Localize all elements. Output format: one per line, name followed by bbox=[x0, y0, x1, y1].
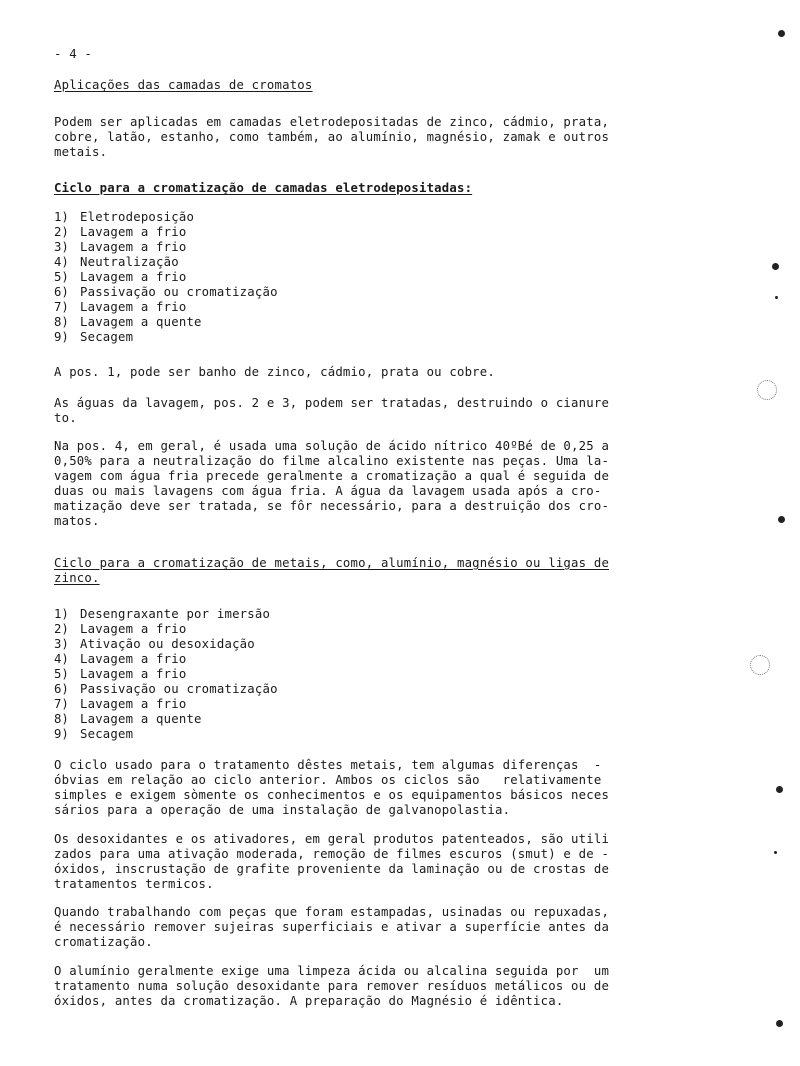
paragraph-line: O alumínio geralmente exige uma limpeza ácida ou alcalina seguida por um bbox=[54, 964, 610, 978]
scan-mark bbox=[778, 30, 785, 37]
page-number: - 4 - bbox=[54, 47, 93, 61]
scan-mark bbox=[774, 851, 777, 854]
paragraph-line: A pos. 1, pode ser banho de zinco, cádmio, prata ou cobre. bbox=[54, 365, 495, 379]
section-heading-electrodeposited-cycle: Ciclo para a cromatização de camadas eletrodepositadas: bbox=[54, 181, 473, 195]
scan-mark bbox=[775, 296, 778, 299]
section-heading-metals-cycle: zinco. bbox=[54, 571, 100, 585]
scan-mark bbox=[776, 786, 783, 793]
paragraph-line: O ciclo usado para o tratamento dêstes metais, tem algumas diferenças - bbox=[54, 758, 602, 772]
paragraph-line: óxidos, inscrustação de grafite proveniente da laminação ou de crostas de bbox=[54, 862, 610, 876]
paragraph-line: Os desoxidantes e os ativadores, em geral produtos patenteados, são utili bbox=[54, 832, 610, 846]
paragraph-line: vagem com água fria precede geralmente a cromatização a qual é seguida de bbox=[54, 469, 610, 483]
scan-mark bbox=[772, 263, 779, 270]
paragraph-line: zados para uma ativação moderada, remoção de filmes escuros (smut) e de - bbox=[54, 847, 610, 861]
paragraph-line: duas ou mais lavagens com água fria. A água da lavagem usada após a cro- bbox=[54, 484, 602, 498]
section-heading-metals-cycle: Ciclo para a cromatização de metais, como, alumínio, magnésio ou ligas de bbox=[54, 556, 610, 570]
section-heading-applications: Aplicações das camadas de cromatos bbox=[54, 78, 313, 92]
paragraph-line: 0,50% para a neutralização do filme alcalino existente nas peças. Uma la- bbox=[54, 454, 610, 468]
paragraph-line: matos. bbox=[54, 514, 100, 528]
paragraph-line: sários para a operação de uma instalação de galvanopolastia. bbox=[54, 803, 511, 817]
paragraph-line: Podem ser aplicadas em camadas eletrodepositadas de zinco, cádmio, prata, bbox=[54, 115, 610, 129]
paragraph-line: Na pos. 4, em geral, é usada uma solução de ácido nítrico 40ºBé de 0,25 a bbox=[54, 439, 610, 453]
paragraph-line: é necessário remover sujeiras superficiais e ativar a superfície antes da bbox=[54, 920, 610, 934]
paragraph-line: óbvias em relação ao ciclo anterior. Ambos os ciclos são relativamente bbox=[54, 773, 602, 787]
paragraph-line: matização deve ser tratada, se fôr necessário, para a destruição dos cro- bbox=[54, 499, 610, 513]
paragraph-line: to. bbox=[54, 411, 77, 425]
paragraph-line: óxidos, antes da cromatização. A preparação do Magnésio é idêntica. bbox=[54, 994, 564, 1008]
paragraph-line: tratamentos termicos. bbox=[54, 877, 214, 891]
paragraph-line: Quando trabalhando com peças que foram estampadas, usinadas ou repuxadas, bbox=[54, 905, 610, 919]
paragraph-line: simples e exigem sòmente os conhecimentos e os equipamentos básicos neces bbox=[54, 788, 610, 802]
scan-mark bbox=[776, 1020, 783, 1027]
punch-hole-mark bbox=[757, 380, 777, 400]
paragraph-line: tratamento numa solução desoxidante para remover resíduos metálicos ou de bbox=[54, 979, 610, 993]
document-page: - 4 - Aplicações das camadas de cromatos Podem ser aplicadas em camadas eletrodepositadas de zinco, cádmio, prata, cobre, latão, estanho, como também, ao alumínio, magnésio, zamak e outros metais. Ciclo para a cromatização de camadas eletrodepositadas: 1) Eletrodeposição 2) Lavagem a frio 3) Lavagem a frio 4) Neutralização 5) Lavagem a frio 6) Passivação ou cromatização 7) Lavagem a frio 8) Lavagem a quente 9) Secagem A pos. 1, pode ser banho de zinco, cádmio, prata ou cobre. As águas da lavagem, pos. 2 e 3, podem ser tratadas, destruindo o cianure to. Na pos. 4, em geral, é usada uma solução de ácido nítrico 40ºBé de 0,25 a 0,50% para a neutralização do filme alcalino existente nas peças. Uma la- vagem com água fria precede geralmente a cromatização a qual é seguida de duas ou mais lavagens com água fria. A água da lavagem usada após a cro- matização deve ser tratada, se fôr necessário, para a destruição dos cro- matos. Ciclo para a cromatização de metais, como, alumínio, magnésio ou ligas de zinco. 1) Desengraxante por imersão 2) Lavagem a frio 3) Ativação ou desoxidação 4) Lavagem a frio 5) Lavagem a frio 6) Passivação ou cromatização 7) Lavagem a frio 8) Lavagem a quente 9) Secagem O ciclo usado para o tratamento dêstes metais, tem algumas diferenças - óbvias em relação ao ciclo anterior. Ambos os ciclos são relativamente simples e exigem sòmente os conhecimentos e os equipamentos básicos neces sários para a operação de uma instalação de galvanopolastia. Os desoxidantes e os ativadores, em geral produtos patenteados, são utili zados para uma ativação moderada, remoção de filmes escuros (smut) e de - óxidos, inscrustação de grafite proveniente da laminação ou de crostas de tratamentos termicos. Quando trabalhando com peças que foram estampadas, usinadas ou repuxadas, é necessário remover sujeiras superficiais e ativar a superfície antes da cromatização. O alumínio geralmente exige uma limpeza ácida ou alcalina seguida por um tratamento numa solução desoxidante para remover resíduos metálicos ou de óxidos, antes da cromatização. A preparação do Magnésio é idêntica. bbox=[0, 0, 800, 1066]
paragraph-line: metais. bbox=[54, 145, 108, 159]
scan-mark bbox=[778, 516, 785, 523]
paragraph-line: cromatização. bbox=[54, 935, 153, 949]
punch-hole-mark bbox=[750, 655, 770, 675]
paragraph-line: As águas da lavagem, pos. 2 e 3, podem ser tratadas, destruindo o cianure bbox=[54, 396, 610, 410]
paragraph-line: cobre, latão, estanho, como também, ao alumínio, magnésio, zamak e outros bbox=[54, 130, 610, 144]
